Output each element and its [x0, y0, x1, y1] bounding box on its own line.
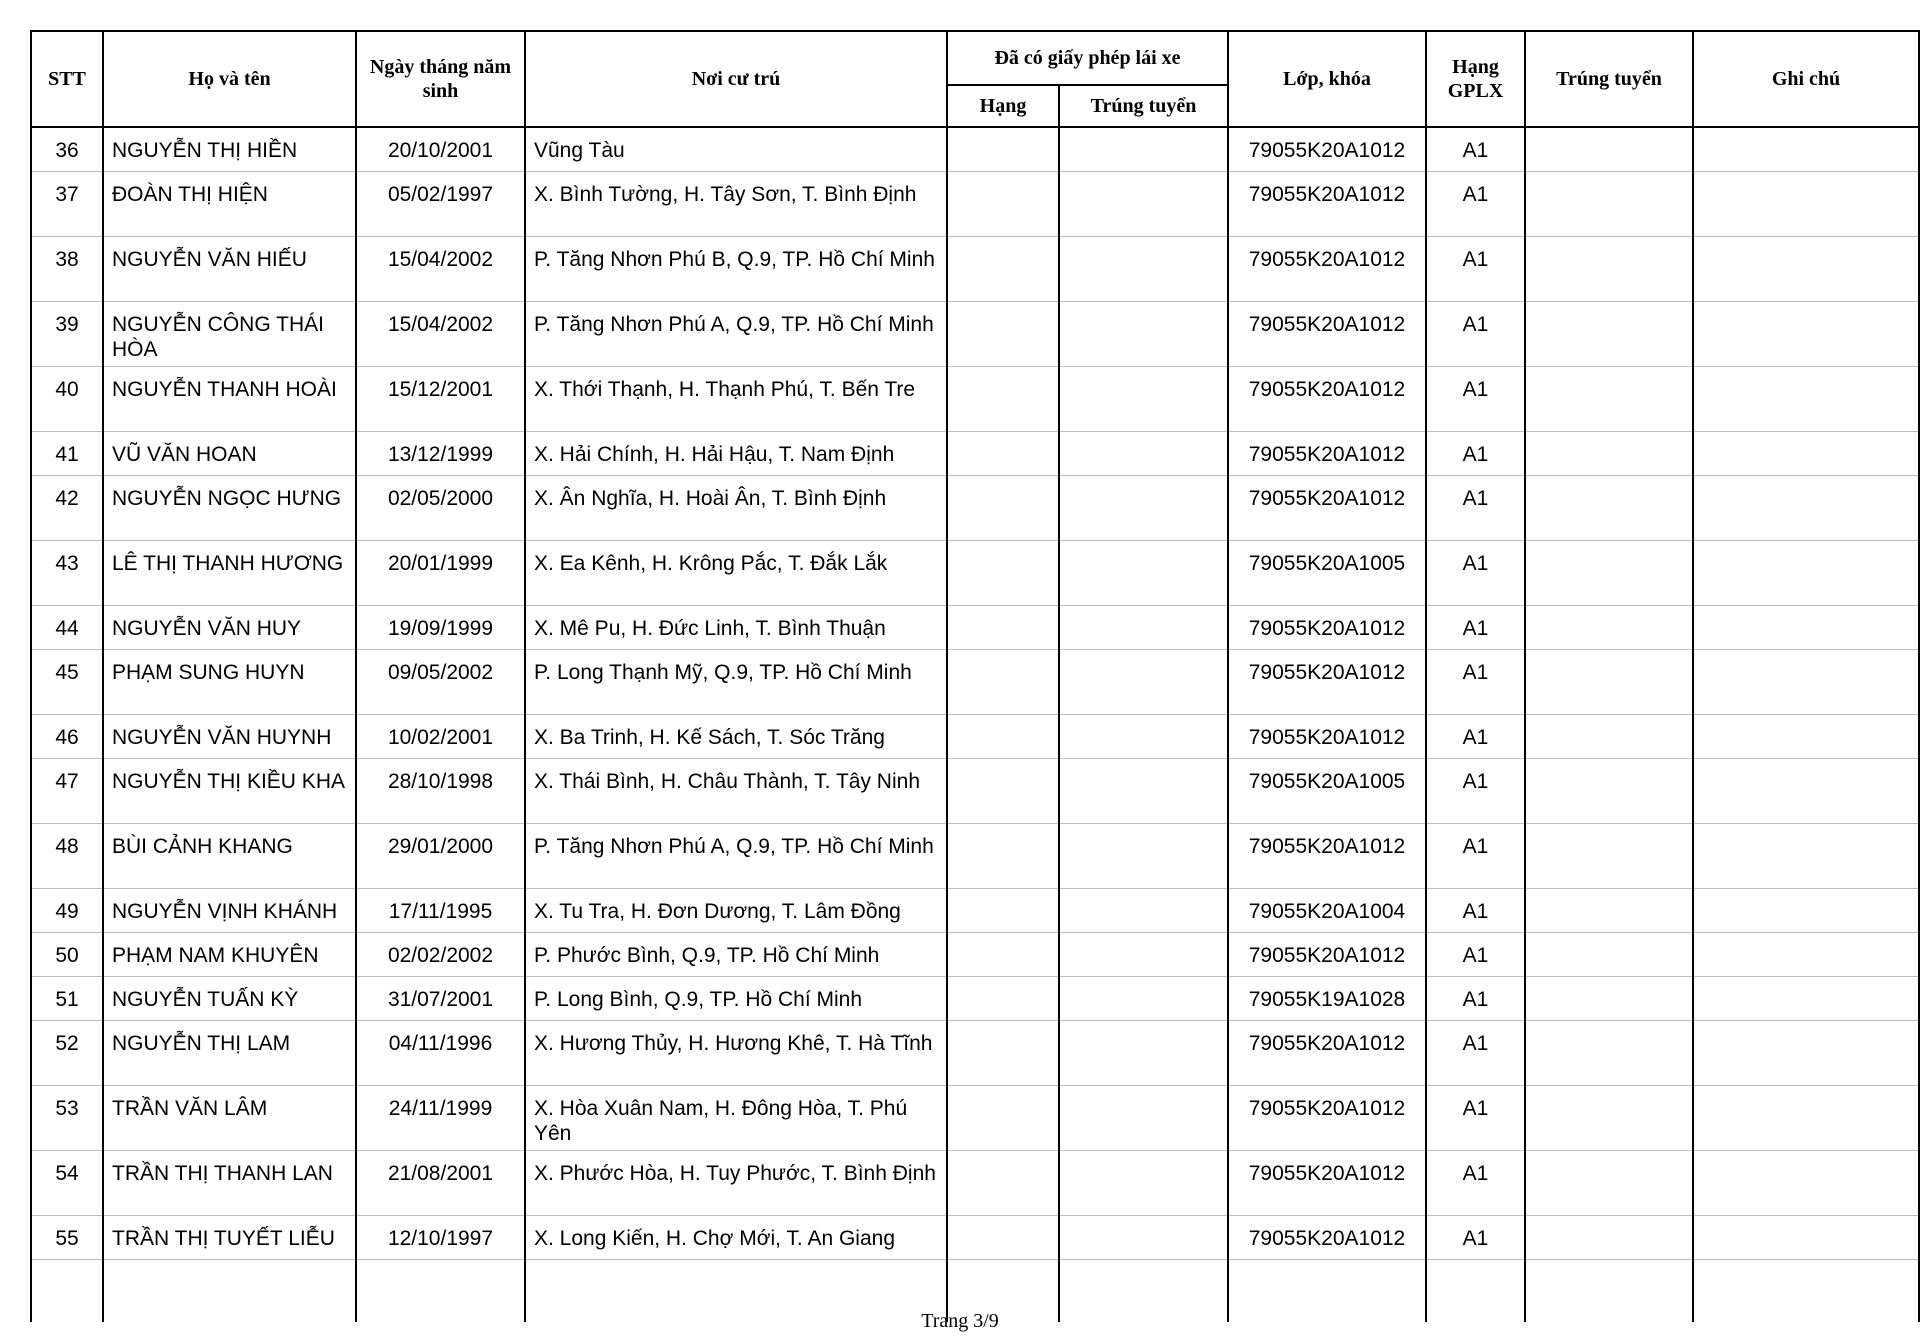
cell-class: 79055K20A1012 — [1228, 431, 1426, 475]
cell-stt: 39 — [31, 301, 103, 366]
cell-name: NGUYỄN VĂN HUYNH — [103, 714, 356, 758]
cell-grade: A1 — [1426, 932, 1525, 976]
cell-dob: 21/08/2001 — [356, 1150, 525, 1215]
cell-notes — [1693, 714, 1919, 758]
cell-admitted — [1525, 236, 1693, 301]
cell-admitted — [1525, 932, 1693, 976]
cell-license-admitted — [1059, 649, 1228, 714]
cell-stt: 42 — [31, 475, 103, 540]
cell-notes — [1693, 605, 1919, 649]
cell-admitted — [1525, 301, 1693, 366]
cell-license-admitted — [1059, 758, 1228, 823]
cell-license-admitted — [1059, 127, 1228, 171]
cell-class: 79055K20A1005 — [1228, 540, 1426, 605]
cell-name: TRẦN THỊ THANH LAN — [103, 1150, 356, 1215]
cell-license-grade — [947, 475, 1059, 540]
cell-stt: 52 — [31, 1020, 103, 1085]
cell-admitted — [1525, 540, 1693, 605]
cell-name: NGUYỄN THANH HOÀI — [103, 366, 356, 431]
cell-address: X. Ea Kênh, H. Krông Pắc, T. Đắk Lắk — [525, 540, 947, 605]
cell-notes — [1693, 932, 1919, 976]
cell-grade: A1 — [1426, 431, 1525, 475]
table-row — [31, 475, 1919, 540]
cell-license-admitted — [1059, 431, 1228, 475]
cell-notes — [1693, 475, 1919, 540]
cell-notes — [1693, 236, 1919, 301]
table-row — [31, 888, 1919, 932]
cell-class: 79055K20A1012 — [1228, 714, 1426, 758]
cell-license-grade — [947, 540, 1059, 605]
cell-admitted — [1525, 127, 1693, 171]
cell-grade: A1 — [1426, 127, 1525, 171]
page-number: Trang 3/9 — [921, 1310, 999, 1332]
table-row — [31, 1215, 1919, 1259]
cell-grade: A1 — [1426, 301, 1525, 366]
table-row — [31, 540, 1919, 605]
cell-name: NGUYỄN VĂN HIẾU — [103, 236, 356, 301]
cell-class: 79055K20A1012 — [1228, 932, 1426, 976]
cell-class: 79055K20A1004 — [1228, 888, 1426, 932]
cell-license-grade — [947, 1215, 1059, 1259]
cell-class: 79055K20A1012 — [1228, 1020, 1426, 1085]
cell-notes — [1693, 431, 1919, 475]
cell-stt: 40 — [31, 366, 103, 431]
cell-admitted — [1525, 431, 1693, 475]
cell-address: X. Hải Chính, H. Hải Hậu, T. Nam Định — [525, 431, 947, 475]
cell-notes — [1693, 758, 1919, 823]
cell-admitted — [1525, 976, 1693, 1020]
table-row — [31, 823, 1919, 888]
cell-license-grade — [947, 758, 1059, 823]
cell-address: P. Tăng Nhơn Phú B, Q.9, TP. Hồ Chí Minh — [525, 236, 947, 301]
cell-grade: A1 — [1426, 1085, 1525, 1150]
cell-dob: 02/05/2000 — [356, 475, 525, 540]
cell-address: X. Phước Hòa, H. Tuy Phước, T. Bình Định — [525, 1150, 947, 1215]
cell-stt: 48 — [31, 823, 103, 888]
cell-license-admitted — [1059, 475, 1228, 540]
cell-license-grade — [947, 605, 1059, 649]
cell-license-admitted — [1059, 714, 1228, 758]
cell-stt: 49 — [31, 888, 103, 932]
cell-address: X. Hòa Xuân Nam, H. Đông Hòa, T. Phú Yên — [525, 1085, 947, 1150]
cell-dob: 15/04/2002 — [356, 301, 525, 366]
cell-license-grade — [947, 649, 1059, 714]
cell-license-admitted — [1059, 1215, 1228, 1259]
cell-address: X. Thới Thạnh, H. Thạnh Phú, T. Bến Tre — [525, 366, 947, 431]
cell-stt: 51 — [31, 976, 103, 1020]
cell-notes — [1693, 301, 1919, 366]
cell-class: 79055K20A1012 — [1228, 649, 1426, 714]
cell-license-admitted — [1059, 366, 1228, 431]
cell-dob: 12/10/1997 — [356, 1215, 525, 1259]
header-dob: Ngày tháng năm sinh — [356, 31, 525, 127]
cell-stt: 41 — [31, 431, 103, 475]
table-row — [31, 1085, 1919, 1150]
cell-dob: 28/10/1998 — [356, 758, 525, 823]
cell-license-admitted — [1059, 932, 1228, 976]
cell-dob: 24/11/1999 — [356, 1085, 525, 1150]
cell-license-admitted — [1059, 236, 1228, 301]
cell-stt: 50 — [31, 932, 103, 976]
cell-license-grade — [947, 714, 1059, 758]
cell-name: NGUYỄN VĂN HUY — [103, 605, 356, 649]
cell-address: X. Ân Nghĩa, H. Hoài Ân, T. Bình Định — [525, 475, 947, 540]
cell-license-admitted — [1059, 888, 1228, 932]
cell-address: P. Tăng Nhơn Phú A, Q.9, TP. Hồ Chí Minh — [525, 823, 947, 888]
table-row — [31, 431, 1919, 475]
cell-grade: A1 — [1426, 540, 1525, 605]
cell-stt: 36 — [31, 127, 103, 171]
cell-grade: A1 — [1426, 1150, 1525, 1215]
cell-dob: 09/05/2002 — [356, 649, 525, 714]
cell-name: TRẦN THỊ TUYẾT LIỄU — [103, 1215, 356, 1259]
cell-dob: 29/01/2000 — [356, 823, 525, 888]
cell-name: LÊ THỊ THANH HƯƠNG — [103, 540, 356, 605]
cell-dob: 02/02/2002 — [356, 932, 525, 976]
cell-admitted — [1525, 714, 1693, 758]
cell-license-admitted — [1059, 171, 1228, 236]
table-row — [31, 127, 1919, 171]
cell-stt: 44 — [31, 605, 103, 649]
cell-class: 79055K20A1005 — [1228, 758, 1426, 823]
cell-notes — [1693, 823, 1919, 888]
cell-stt: 37 — [31, 171, 103, 236]
cell-admitted — [1525, 475, 1693, 540]
cell-dob: 31/07/2001 — [356, 976, 525, 1020]
cell-grade: A1 — [1426, 366, 1525, 431]
cell-address: X. Tu Tra, H. Đơn Dương, T. Lâm Đồng — [525, 888, 947, 932]
table-row — [31, 714, 1919, 758]
cell-license-grade — [947, 1085, 1059, 1150]
cell-notes — [1693, 649, 1919, 714]
cell-address: X. Mê Pu, H. Đức Linh, T. Bình Thuận — [525, 605, 947, 649]
cell-dob: 13/12/1999 — [356, 431, 525, 475]
cell-license-grade — [947, 1150, 1059, 1215]
cell-grade: A1 — [1426, 475, 1525, 540]
cell-license-admitted — [1059, 1020, 1228, 1085]
table-row — [31, 932, 1919, 976]
cell-address: X. Ba Trinh, H. Kế Sách, T. Sóc Trăng — [525, 714, 947, 758]
cell-grade: A1 — [1426, 649, 1525, 714]
cell-admitted — [1525, 649, 1693, 714]
cell-name: VŨ VĂN HOAN — [103, 431, 356, 475]
cell-grade: A1 — [1426, 236, 1525, 301]
header-license-admitted-sub: Trúng tuyển — [1059, 85, 1228, 127]
cell-license-grade — [947, 823, 1059, 888]
cell-license-admitted — [1059, 1150, 1228, 1215]
cell-name: NGUYỄN TUẤN KỲ — [103, 976, 356, 1020]
cell-class: 79055K20A1012 — [1228, 475, 1426, 540]
cell-admitted — [1525, 1150, 1693, 1215]
cell-name: NGUYỄN CÔNG THÁI HÒA — [103, 301, 356, 366]
cell-notes — [1693, 366, 1919, 431]
cell-admitted — [1525, 605, 1693, 649]
header-address: Nơi cư trú — [525, 31, 947, 127]
cell-name: BÙI CẢNH KHANG — [103, 823, 356, 888]
cell-notes — [1693, 171, 1919, 236]
cell-license-grade — [947, 366, 1059, 431]
student-table — [30, 30, 1920, 1322]
header-license-group: Đã có giấy phép lái xe — [947, 31, 1228, 85]
header-notes: Ghi chú — [1693, 31, 1919, 127]
table-row — [31, 649, 1919, 714]
table-row — [31, 171, 1919, 236]
cell-dob: 17/11/1995 — [356, 888, 525, 932]
cell-name: ĐOÀN THỊ HIỆN — [103, 171, 356, 236]
cell-admitted — [1525, 823, 1693, 888]
cell-class: 79055K20A1012 — [1228, 366, 1426, 431]
cell-stt: 47 — [31, 758, 103, 823]
table-row — [31, 605, 1919, 649]
cell-address: X. Thái Bình, H. Châu Thành, T. Tây Ninh — [525, 758, 947, 823]
cell-license-admitted — [1059, 976, 1228, 1020]
cell-license-admitted — [1059, 823, 1228, 888]
cell-dob: 15/04/2002 — [356, 236, 525, 301]
cell-address: X. Hương Thủy, H. Hương Khê, T. Hà Tĩnh — [525, 1020, 947, 1085]
header-stt: STT — [31, 31, 103, 127]
cell-address: X. Bình Tường, H. Tây Sơn, T. Bình Định — [525, 171, 947, 236]
cell-grade: A1 — [1426, 758, 1525, 823]
cell-stt: 38 — [31, 236, 103, 301]
cell-grade: A1 — [1426, 888, 1525, 932]
cell-stt: 54 — [31, 1150, 103, 1215]
cell-class: 79055K20A1012 — [1228, 1215, 1426, 1259]
table-row — [31, 1150, 1919, 1215]
cell-grade: A1 — [1426, 714, 1525, 758]
cell-license-admitted — [1059, 540, 1228, 605]
cell-license-grade — [947, 932, 1059, 976]
table-row — [31, 236, 1919, 301]
cell-address: P. Long Thạnh Mỹ, Q.9, TP. Hồ Chí Minh — [525, 649, 947, 714]
cell-dob: 20/10/2001 — [356, 127, 525, 171]
cell-class: 79055K20A1012 — [1228, 1150, 1426, 1215]
cell-notes — [1693, 1150, 1919, 1215]
cell-license-admitted — [1059, 301, 1228, 366]
header-admitted: Trúng tuyển — [1525, 31, 1693, 127]
cell-license-admitted — [1059, 1085, 1228, 1150]
cell-admitted — [1525, 1085, 1693, 1150]
cell-dob: 19/09/1999 — [356, 605, 525, 649]
cell-name: TRẦN VĂN LÂM — [103, 1085, 356, 1150]
table-row — [31, 758, 1919, 823]
cell-name: NGUYỄN THỊ LAM — [103, 1020, 356, 1085]
cell-notes — [1693, 888, 1919, 932]
cell-class: 79055K20A1012 — [1228, 301, 1426, 366]
header-name: Họ và tên — [103, 31, 356, 127]
cell-admitted — [1525, 171, 1693, 236]
cell-admitted — [1525, 366, 1693, 431]
cell-name: NGUYỄN NGỌC HƯNG — [103, 475, 356, 540]
cell-admitted — [1525, 1020, 1693, 1085]
cell-admitted — [1525, 888, 1693, 932]
cell-name: PHẠM NAM KHUYÊN — [103, 932, 356, 976]
cell-license-grade — [947, 431, 1059, 475]
cell-license-grade — [947, 888, 1059, 932]
cell-stt: 55 — [31, 1215, 103, 1259]
cell-dob: 20/01/1999 — [356, 540, 525, 605]
cell-license-grade — [947, 127, 1059, 171]
cell-admitted — [1525, 1215, 1693, 1259]
cell-dob: 15/12/2001 — [356, 366, 525, 431]
cell-stt: 45 — [31, 649, 103, 714]
cell-class: 79055K20A1012 — [1228, 171, 1426, 236]
cell-license-grade — [947, 1020, 1059, 1085]
cell-grade: A1 — [1426, 1020, 1525, 1085]
header-license-grade: Hạng GPLX — [1426, 31, 1525, 127]
cell-class: 79055K20A1012 — [1228, 127, 1426, 171]
table-row — [31, 976, 1919, 1020]
cell-name: NGUYỄN VỊNH KHÁNH — [103, 888, 356, 932]
cell-grade: A1 — [1426, 171, 1525, 236]
cell-notes — [1693, 1085, 1919, 1150]
cell-address: X. Long Kiến, H. Chợ Mới, T. An Giang — [525, 1215, 947, 1259]
cell-license-grade — [947, 171, 1059, 236]
cell-notes — [1693, 1020, 1919, 1085]
table-body — [31, 127, 1919, 1322]
cell-grade: A1 — [1426, 605, 1525, 649]
cell-dob: 04/11/1996 — [356, 1020, 525, 1085]
cell-address: P. Phước Bình, Q.9, TP. Hồ Chí Minh — [525, 932, 947, 976]
cell-dob: 05/02/1997 — [356, 171, 525, 236]
cell-class: 79055K20A1012 — [1228, 605, 1426, 649]
cell-class: 79055K20A1012 — [1228, 1085, 1426, 1150]
header-license-grade-sub: Hạng — [947, 85, 1059, 127]
cell-address: P. Tăng Nhơn Phú A, Q.9, TP. Hồ Chí Minh — [525, 301, 947, 366]
cell-license-grade — [947, 976, 1059, 1020]
cell-stt: 46 — [31, 714, 103, 758]
cell-license-admitted — [1059, 605, 1228, 649]
cell-grade: A1 — [1426, 976, 1525, 1020]
cell-class: 79055K20A1012 — [1228, 236, 1426, 301]
cell-notes — [1693, 1215, 1919, 1259]
table-row — [31, 1020, 1919, 1085]
cell-dob: 10/02/2001 — [356, 714, 525, 758]
cell-address: P. Long Bình, Q.9, TP. Hồ Chí Minh — [525, 976, 947, 1020]
cell-address: Vũng Tàu — [525, 127, 947, 171]
cell-notes — [1693, 540, 1919, 605]
cell-license-grade — [947, 236, 1059, 301]
table-row — [31, 301, 1919, 366]
cell-name: NGUYỄN THỊ HIỀN — [103, 127, 356, 171]
header-class: Lớp, khóa — [1228, 31, 1426, 127]
cell-admitted — [1525, 758, 1693, 823]
cell-notes — [1693, 976, 1919, 1020]
table-row — [31, 366, 1919, 431]
cell-name: NGUYỄN THỊ KIỀU KHA — [103, 758, 356, 823]
cell-grade: A1 — [1426, 823, 1525, 888]
cell-name: PHẠM SUNG HUYN — [103, 649, 356, 714]
cell-stt: 53 — [31, 1085, 103, 1150]
cell-class: 79055K19A1028 — [1228, 976, 1426, 1020]
cell-notes — [1693, 127, 1919, 171]
cell-grade: A1 — [1426, 1215, 1525, 1259]
cell-class: 79055K20A1012 — [1228, 823, 1426, 888]
cell-license-grade — [947, 301, 1059, 366]
cell-stt: 43 — [31, 540, 103, 605]
